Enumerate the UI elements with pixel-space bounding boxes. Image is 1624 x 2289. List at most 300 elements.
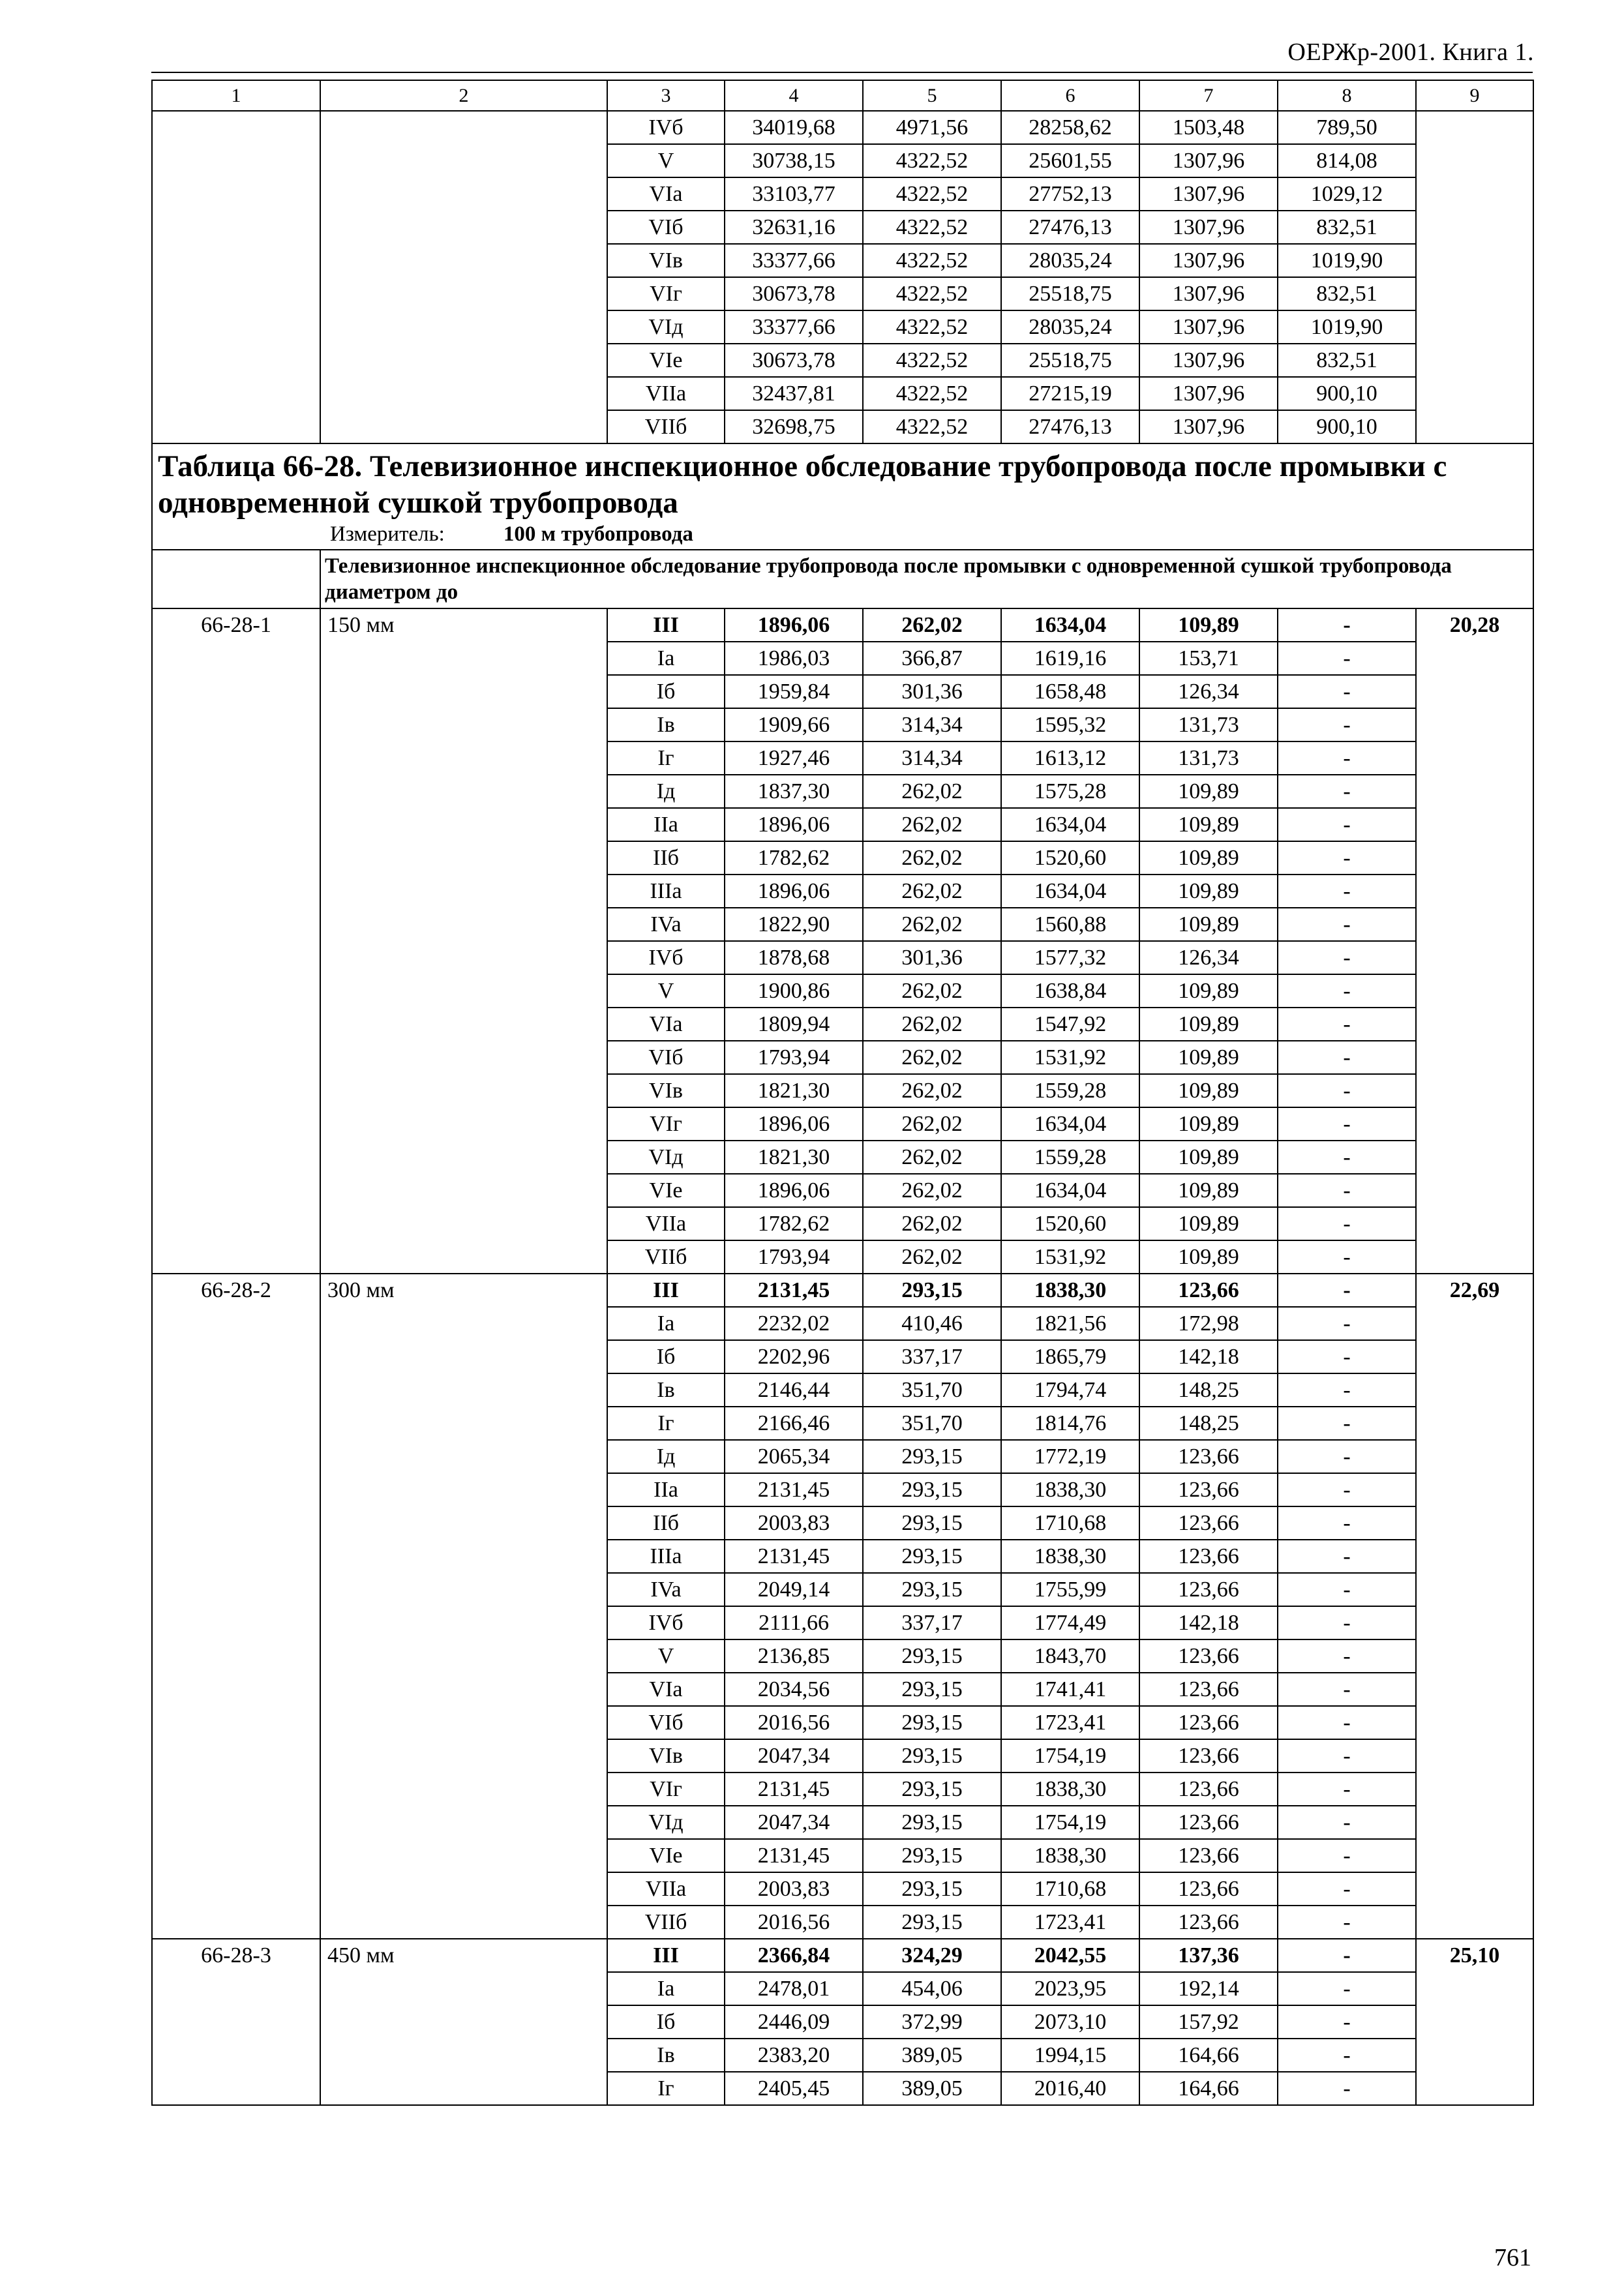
table-cell: 1307,96 <box>1139 344 1278 377</box>
table-cell: - <box>1278 1107 1416 1141</box>
table-cell: IVб <box>607 1606 725 1639</box>
table-cell: 814,08 <box>1278 144 1416 177</box>
table-cell: 832,51 <box>1278 277 1416 310</box>
table-cell: 262,02 <box>863 1240 1001 1274</box>
table-cell: 32631,16 <box>725 211 863 244</box>
table-cell: 2131,45 <box>725 1473 863 1506</box>
table-cell: 109,89 <box>1139 1041 1278 1074</box>
column-number: 5 <box>863 80 1001 111</box>
table-cell: - <box>1278 1506 1416 1540</box>
table-cell: IVб <box>607 941 725 974</box>
table-cell: 2023,95 <box>1001 1972 1139 2005</box>
table-cell: 164,66 <box>1139 2039 1278 2072</box>
table-cell: 123,66 <box>1139 1906 1278 1939</box>
table-cell: 2366,84 <box>725 1939 863 1972</box>
table-cell: 1531,92 <box>1001 1041 1139 1074</box>
table-cell: 293,15 <box>863 1839 1001 1872</box>
table-cell: IVa <box>607 1573 725 1606</box>
table-cell: 2049,14 <box>725 1573 863 1606</box>
table-cell: Iг <box>607 2072 725 2105</box>
table-cell: 1019,90 <box>1278 244 1416 277</box>
table-cell: 262,02 <box>863 875 1001 908</box>
table-cell: Ia <box>607 1972 725 2005</box>
table-cell: IVa <box>607 908 725 941</box>
table-cell: 2131,45 <box>725 1274 863 1307</box>
table-cell: 1794,74 <box>1001 1373 1139 1407</box>
table-cell: 153,71 <box>1139 642 1278 675</box>
table-cell: 2047,34 <box>725 1806 863 1839</box>
table-cell: 1959,84 <box>725 675 863 708</box>
table-cell: 1821,56 <box>1001 1307 1139 1340</box>
table-cell: 372,99 <box>863 2005 1001 2039</box>
table-cell: VIe <box>607 1839 725 1872</box>
table-cell: - <box>1278 1739 1416 1773</box>
meter-line <box>158 522 1527 546</box>
table-cell: 2383,20 <box>725 2039 863 2072</box>
table-cell: 2202,96 <box>725 1340 863 1373</box>
table-cell: - <box>1278 2072 1416 2105</box>
table-cell: 337,17 <box>863 1606 1001 1639</box>
table-cell: 1896,06 <box>725 608 863 642</box>
table-cell: VIб <box>607 1706 725 1739</box>
column-number-row <box>152 80 1533 111</box>
table-cell: 137,36 <box>1139 1939 1278 1972</box>
table-cell: - <box>1278 1340 1416 1373</box>
table-cell: 2047,34 <box>725 1739 863 1773</box>
table-cell: 27752,13 <box>1001 177 1139 211</box>
table-cell: 293,15 <box>863 1639 1001 1673</box>
table-row <box>152 1939 1533 1972</box>
table-cell: Iг <box>607 1407 725 1440</box>
table-cell: 262,02 <box>863 841 1001 875</box>
table-cell: 27476,13 <box>1001 410 1139 443</box>
table-row <box>152 111 1533 144</box>
table-cell: VIд <box>607 1141 725 1174</box>
table-cell: 123,66 <box>1139 1506 1278 1540</box>
table-cell: - <box>1278 1906 1416 1939</box>
table-cell: 293,15 <box>863 1440 1001 1473</box>
table-cell: 262,02 <box>863 608 1001 642</box>
table-cell: 1878,68 <box>725 941 863 974</box>
table-cell: 2405,45 <box>725 2072 863 2105</box>
table-cell: 1821,30 <box>725 1074 863 1107</box>
table-cell: 142,18 <box>1139 1340 1278 1373</box>
table-cell: 1772,19 <box>1001 1440 1139 1473</box>
table-cell: V <box>607 1639 725 1673</box>
table-cell: 1619,16 <box>1001 642 1139 675</box>
table-cell: 123,66 <box>1139 1540 1278 1573</box>
table-cell: - <box>1278 941 1416 974</box>
table-cell: VIIa <box>607 1872 725 1906</box>
table-cell: - <box>1278 1174 1416 1207</box>
table-cell: 262,02 <box>863 1174 1001 1207</box>
table-cell: 262,02 <box>863 1141 1001 1174</box>
table-cell: 4322,52 <box>863 244 1001 277</box>
table-cell: - <box>1278 1307 1416 1340</box>
table-cell: VIa <box>607 1008 725 1041</box>
table-cell: - <box>1278 741 1416 775</box>
column-number: 8 <box>1278 80 1416 111</box>
table-cell: 2111,66 <box>725 1606 863 1639</box>
table-cell: Iг <box>607 741 725 775</box>
table-cell: 123,66 <box>1139 1274 1278 1307</box>
table-cell: 33377,66 <box>725 244 863 277</box>
table-cell: IIa <box>607 808 725 841</box>
table-cell: 366,87 <box>863 642 1001 675</box>
table-cell: 1774,49 <box>1001 1606 1139 1639</box>
table-cell: - <box>1278 1274 1416 1307</box>
column-9-value: 20,28 <box>1416 608 1533 1274</box>
table-cell: 1577,32 <box>1001 941 1139 974</box>
table-cell: 123,66 <box>1139 1639 1278 1673</box>
table-cell: 32437,81 <box>725 377 863 410</box>
table-cell: 351,70 <box>863 1407 1001 1440</box>
table-cell: 1658,48 <box>1001 675 1139 708</box>
table-cell: - <box>1278 1673 1416 1706</box>
table-cell: 900,10 <box>1278 377 1416 410</box>
table-cell: 314,34 <box>863 741 1001 775</box>
table-cell: 1822,90 <box>725 908 863 941</box>
table-cell: 148,25 <box>1139 1373 1278 1407</box>
table-cell: - <box>1278 1872 1416 1906</box>
page-number: 761 <box>1494 2244 1531 2271</box>
table-title: Таблица 66-28. Телевизионное инспекционное обследование трубопровода после промывки с одновременной сушкой трубопровода <box>158 449 1447 520</box>
table-cell: 1782,62 <box>725 1207 863 1240</box>
table-cell: 109,89 <box>1139 1207 1278 1240</box>
table-cell: VIд <box>607 310 725 344</box>
table-cell: 109,89 <box>1139 875 1278 908</box>
table-cell: 123,66 <box>1139 1440 1278 1473</box>
table-cell: - <box>1278 908 1416 941</box>
table-cell: - <box>1278 1540 1416 1573</box>
table-cell: 2232,02 <box>725 1307 863 1340</box>
table-cell: 2478,01 <box>725 1972 863 2005</box>
table-cell: - <box>1278 841 1416 875</box>
table-cell: VIe <box>607 1174 725 1207</box>
table-cell: 1838,30 <box>1001 1274 1139 1307</box>
table-cell: 293,15 <box>863 1706 1001 1739</box>
column-number: 2 <box>320 80 607 111</box>
table-cell: - <box>1278 1706 1416 1739</box>
table-cell: 2146,44 <box>725 1373 863 1407</box>
table-cell: 293,15 <box>863 1274 1001 1307</box>
table-cell: 1896,06 <box>725 875 863 908</box>
table-cell: - <box>1278 1141 1416 1174</box>
table-cell: VIIa <box>607 1207 725 1240</box>
table-cell: 1814,76 <box>1001 1407 1139 1440</box>
table-cell: 2042,55 <box>1001 1939 1139 1972</box>
table-cell: 1793,94 <box>725 1240 863 1274</box>
table-cell: - <box>1278 2039 1416 2072</box>
table-cell: VIIб <box>607 410 725 443</box>
table-cell: 1838,30 <box>1001 1540 1139 1573</box>
table-cell: III <box>607 1274 725 1307</box>
table-cell: Iв <box>607 1373 725 1407</box>
table-cell: 123,66 <box>1139 1739 1278 1773</box>
table-cell: 293,15 <box>863 1906 1001 1939</box>
table-cell: 109,89 <box>1139 841 1278 875</box>
table-cell: 109,89 <box>1139 775 1278 808</box>
table-cell: - <box>1278 1473 1416 1506</box>
table-cell: 293,15 <box>863 1673 1001 1706</box>
table-cell: VIг <box>607 1107 725 1141</box>
table-cell: VIв <box>607 1074 725 1107</box>
table-cell: - <box>1278 1074 1416 1107</box>
table-cell: 4322,52 <box>863 377 1001 410</box>
table-cell: V <box>607 144 725 177</box>
table-cell: 1560,88 <box>1001 908 1139 941</box>
table-cell: VIв <box>607 1739 725 1773</box>
table-cell: 1710,68 <box>1001 1506 1139 1540</box>
table-cell: 131,73 <box>1139 708 1278 741</box>
table-cell: Iв <box>607 2039 725 2072</box>
table-cell: 109,89 <box>1139 1174 1278 1207</box>
column-number: 4 <box>725 80 863 111</box>
table-cell: 131,73 <box>1139 741 1278 775</box>
table-cell: 1896,06 <box>725 1107 863 1141</box>
table-cell: 1307,96 <box>1139 144 1278 177</box>
table-cell: Iб <box>607 675 725 708</box>
table-cell: 2073,10 <box>1001 2005 1139 2039</box>
table-cell: Iд <box>607 775 725 808</box>
table-cell: 2166,46 <box>725 1407 863 1440</box>
table-cell: - <box>1278 642 1416 675</box>
table-cell: VIIб <box>607 1240 725 1274</box>
table-cell: 123,66 <box>1139 1473 1278 1506</box>
table-cell: 1634,04 <box>1001 1107 1139 1141</box>
table-cell: 123,66 <box>1139 1773 1278 1806</box>
table-cell: 1838,30 <box>1001 1473 1139 1506</box>
table-cell: 1838,30 <box>1001 1773 1139 1806</box>
table-cell: 389,05 <box>863 2039 1001 2072</box>
table-cell: 1307,96 <box>1139 377 1278 410</box>
table-cell: 2446,09 <box>725 2005 863 2039</box>
table-cell: 32698,75 <box>725 410 863 443</box>
table-cell: 2131,45 <box>725 1540 863 1573</box>
table-cell: 351,70 <box>863 1373 1001 1407</box>
table-cell: 293,15 <box>863 1806 1001 1839</box>
table-cell: 109,89 <box>1139 808 1278 841</box>
subtitle-row <box>152 550 1533 608</box>
table-cell: Iб <box>607 1340 725 1373</box>
table-cell: 1559,28 <box>1001 1074 1139 1107</box>
header-rule <box>151 72 1533 73</box>
table-cell: 126,34 <box>1139 941 1278 974</box>
table-cell: 1307,96 <box>1139 310 1278 344</box>
table-cell: 301,36 <box>863 941 1001 974</box>
table-cell: 1755,99 <box>1001 1573 1139 1606</box>
table-cell: 1638,84 <box>1001 974 1139 1008</box>
table-cell: - <box>1278 974 1416 1008</box>
table-cell: 27215,19 <box>1001 377 1139 410</box>
table-cell: 123,66 <box>1139 1806 1278 1839</box>
table-cell: 1754,19 <box>1001 1806 1139 1839</box>
table-cell: 1634,04 <box>1001 808 1139 841</box>
empty-cell <box>320 111 607 443</box>
column-number: 3 <box>607 80 725 111</box>
table-cell: 1559,28 <box>1001 1141 1139 1174</box>
table-cell: 1307,96 <box>1139 244 1278 277</box>
table-cell: 1723,41 <box>1001 1906 1139 1939</box>
table-cell: 1307,96 <box>1139 410 1278 443</box>
table-cell: 123,66 <box>1139 1573 1278 1606</box>
table-cell: 1503,48 <box>1139 111 1278 144</box>
table-cell: 4322,52 <box>863 211 1001 244</box>
table-cell: 293,15 <box>863 1506 1001 1540</box>
table-cell: 142,18 <box>1139 1606 1278 1639</box>
table-cell: 293,15 <box>863 1872 1001 1906</box>
table-cell: 2016,40 <box>1001 2072 1139 2105</box>
table-cell: 25518,75 <box>1001 344 1139 377</box>
table-cell: 164,66 <box>1139 2072 1278 2105</box>
table-cell: 1595,32 <box>1001 708 1139 741</box>
table-cell: 2131,45 <box>725 1839 863 1872</box>
table-cell: - <box>1278 1008 1416 1041</box>
table-cell: VIa <box>607 1673 725 1706</box>
table-cell: 123,66 <box>1139 1673 1278 1706</box>
meter-label: Измеритель: <box>330 522 445 546</box>
document-reference: ОЕРЖр-2001. Книга 1. <box>1287 38 1534 66</box>
table-cell: 262,02 <box>863 775 1001 808</box>
table-cell: 293,15 <box>863 1773 1001 1806</box>
table-cell: 324,29 <box>863 1939 1001 1972</box>
table-cell: 27476,13 <box>1001 211 1139 244</box>
table-cell: Iд <box>607 1440 725 1473</box>
table-cell: 262,02 <box>863 1008 1001 1041</box>
table-cell: IVб <box>607 111 725 144</box>
table-cell: 1520,60 <box>1001 1207 1139 1240</box>
table-cell: III <box>607 608 725 642</box>
table-cell: 293,15 <box>863 1473 1001 1506</box>
table-cell: VIa <box>607 177 725 211</box>
table-cell: 1634,04 <box>1001 875 1139 908</box>
table-cell: 109,89 <box>1139 974 1278 1008</box>
table-cell: - <box>1278 1639 1416 1673</box>
table-cell: - <box>1278 1240 1416 1274</box>
table-cell: 4322,52 <box>863 277 1001 310</box>
table-cell: 1838,30 <box>1001 1839 1139 1872</box>
table-cell: 1809,94 <box>725 1008 863 1041</box>
table-cell: - <box>1278 675 1416 708</box>
table-cell: 1307,96 <box>1139 177 1278 211</box>
table-cell: VIг <box>607 277 725 310</box>
table-cell: 123,66 <box>1139 1839 1278 1872</box>
table-cell: 262,02 <box>863 1207 1001 1240</box>
table-cell: 30673,78 <box>725 277 863 310</box>
table-cell: 1865,79 <box>1001 1340 1139 1373</box>
table-cell: 123,66 <box>1139 1872 1278 1906</box>
table-cell: 1896,06 <box>725 1174 863 1207</box>
table-cell: 126,34 <box>1139 675 1278 708</box>
table-cell: - <box>1278 1806 1416 1839</box>
table-cell: 1837,30 <box>725 775 863 808</box>
table-cell: Iб <box>607 2005 725 2039</box>
table-body <box>152 80 1533 2105</box>
table-subtitle: Телевизионное инспекционное обследование трубопровода после промывки с одновременной сушкой трубопровода диаметром до <box>320 550 1533 608</box>
table-cell: 4322,52 <box>863 410 1001 443</box>
table-cell: - <box>1278 1041 1416 1074</box>
table-cell: - <box>1278 1839 1416 1872</box>
table-cell: 25518,75 <box>1001 277 1139 310</box>
table-cell: 30738,15 <box>725 144 863 177</box>
empty-cell <box>152 111 320 443</box>
table-cell: 1909,66 <box>725 708 863 741</box>
table-cell: 109,89 <box>1139 1074 1278 1107</box>
table-cell: 148,25 <box>1139 1407 1278 1440</box>
column-9-value: 25,10 <box>1416 1939 1533 2105</box>
column-9-value: 22,69 <box>1416 1274 1533 1939</box>
table-cell: 4322,52 <box>863 344 1001 377</box>
table-cell: V <box>607 974 725 1008</box>
column-number: 1 <box>152 80 320 111</box>
table-cell: - <box>1278 1773 1416 1806</box>
table-cell: IIIa <box>607 1540 725 1573</box>
table-cell: 2003,83 <box>725 1872 863 1906</box>
table-cell: 1520,60 <box>1001 841 1139 875</box>
table-cell: 1531,92 <box>1001 1240 1139 1274</box>
table-cell: 34019,68 <box>725 111 863 144</box>
table-cell: 2065,34 <box>725 1440 863 1473</box>
table-row <box>152 1274 1533 1307</box>
table-cell: 1896,06 <box>725 808 863 841</box>
table-cell: 109,89 <box>1139 908 1278 941</box>
table-cell: 1019,90 <box>1278 310 1416 344</box>
table-cell: - <box>1278 1573 1416 1606</box>
table-cell: 1994,15 <box>1001 2039 1139 2072</box>
table-cell: 109,89 <box>1139 1240 1278 1274</box>
table-cell: - <box>1278 2005 1416 2039</box>
table-cell: 1307,96 <box>1139 211 1278 244</box>
table-cell: 4322,52 <box>863 310 1001 344</box>
table-cell: IIб <box>607 1506 725 1540</box>
table-cell: 1547,92 <box>1001 1008 1139 1041</box>
table-cell: 123,66 <box>1139 1706 1278 1739</box>
table-cell: 832,51 <box>1278 344 1416 377</box>
table-cell: 28035,24 <box>1001 244 1139 277</box>
table-cell: 109,89 <box>1139 1008 1278 1041</box>
table-cell: - <box>1278 608 1416 642</box>
table-cell: - <box>1278 875 1416 908</box>
table-cell: IIб <box>607 841 725 875</box>
table-title-row <box>152 443 1533 550</box>
table-cell: 337,17 <box>863 1340 1001 1373</box>
table-cell: 28258,62 <box>1001 111 1139 144</box>
table-cell: 192,14 <box>1139 1972 1278 2005</box>
column-number: 7 <box>1139 80 1278 111</box>
table-cell: 4322,52 <box>863 144 1001 177</box>
table-cell: 262,02 <box>863 1074 1001 1107</box>
table-cell: 262,02 <box>863 1041 1001 1074</box>
table-cell: - <box>1278 1373 1416 1407</box>
table-cell: 33377,66 <box>725 310 863 344</box>
table-cell: - <box>1278 1606 1416 1639</box>
table-cell: 1710,68 <box>1001 1872 1139 1906</box>
diameter: 300 мм <box>320 1274 607 1939</box>
table-cell: Ia <box>607 642 725 675</box>
table-cell: 109,89 <box>1139 608 1278 642</box>
table-row <box>152 608 1533 642</box>
table-cell: - <box>1278 1207 1416 1240</box>
table-cell: 2131,45 <box>725 1773 863 1806</box>
table-cell: VIб <box>607 211 725 244</box>
table-cell: 25601,55 <box>1001 144 1139 177</box>
table-cell: VIe <box>607 344 725 377</box>
table-cell: Iв <box>607 708 725 741</box>
table-cell: 4971,56 <box>863 111 1001 144</box>
column-number: 6 <box>1001 80 1139 111</box>
table-cell: 30673,78 <box>725 344 863 377</box>
table-cell: 1986,03 <box>725 642 863 675</box>
